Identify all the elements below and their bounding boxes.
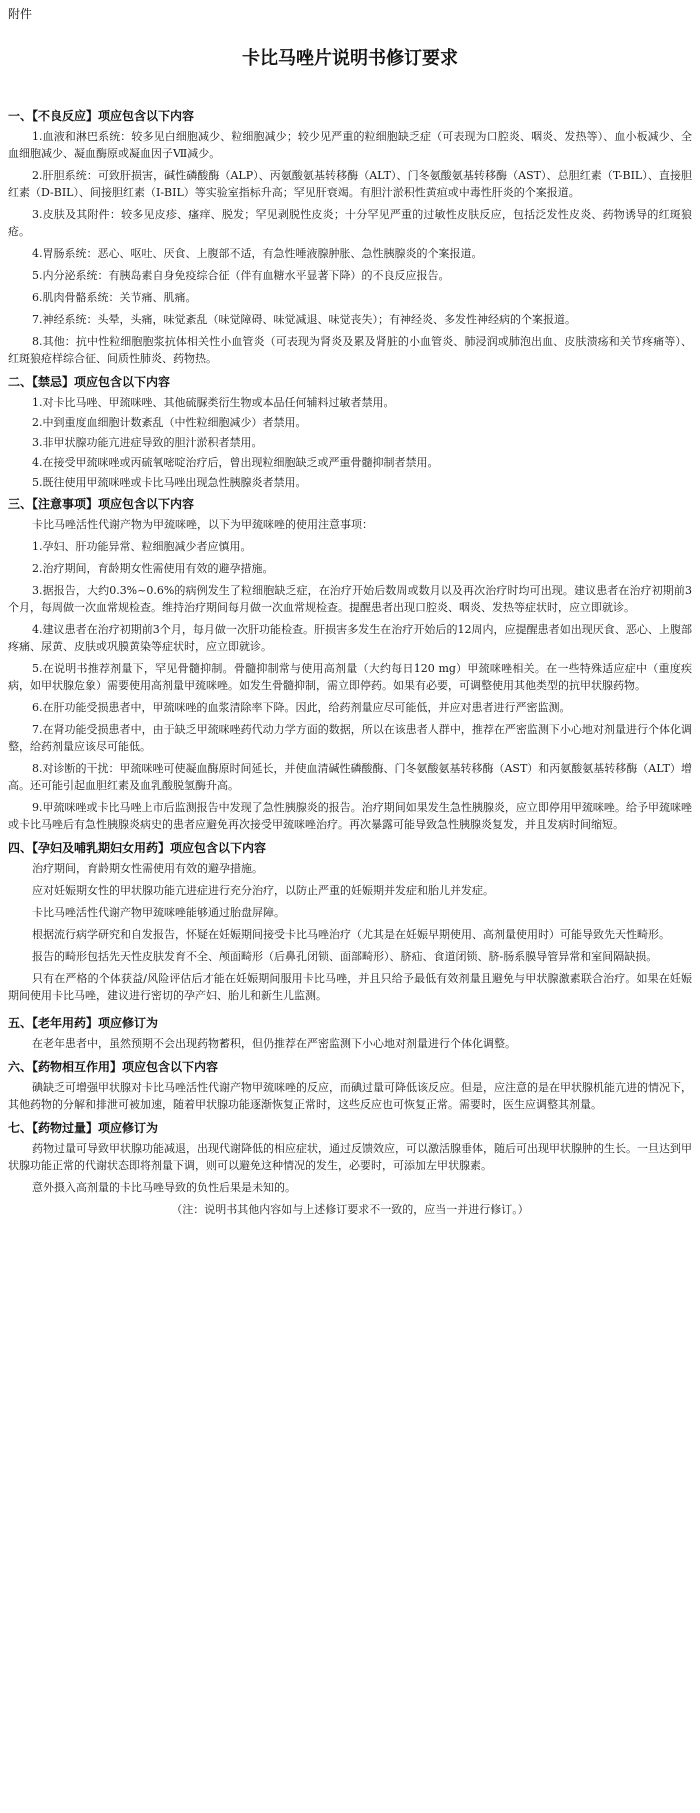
revision-note: （注：说明书其他内容如与上述修订要求不一致的，应当一并进行修订。） [171,1203,529,1216]
section-paragraph: 意外摄入高剂量的卡比马唑导致的负性后果是未知的。 [32,1181,296,1194]
section-paragraph: 2.中到重度血细胞计数紊乱（中性粒细胞减少）者禁用。 [32,416,307,429]
section-paragraph: 5.内分泌系统：有胰岛素自身免疫综合征（伴有血糖水平显著下降）的不良反应报告。 [32,269,450,282]
section-paragraph: 9.甲巯咪唑或卡比马唑上市后监测报告中发现了急性胰腺炎的报告。治疗期间如果发生急性胰腺炎，应立即停用甲巯咪唑。给予甲巯咪唑或卡比马唑后有急性胰腺炎病史的患者应避免再次接受甲巯咪唑治疗。再次暴露可能导致急性胰腺炎复发，并且发病时间缩短。 [8,801,692,831]
section-paragraph: 7.在肾功能受损患者中，由于缺乏甲巯咪唑药代动力学方面的数据，所以在该患者人群中，推荐在严密监测下小心地对剂量进行个体化调整，给药剂量应该尽可能低。 [8,723,692,753]
section-paragraph: 只有在严格的个体获益/风险评估后才能在妊娠期间服用卡比马唑，并且只给予最低有效剂量且避免与甲状腺激素联合治疗。如果在妊娠期间使用卡比马唑，建议进行密切的孕产妇、胎儿和新生儿监测。 [8,972,692,1002]
section-paragraph: 7.神经系统：头晕，头痛，味觉紊乱（味觉障碍、味觉减退、味觉丧失）；有神经炎、多发性神经病的个案报道。 [32,313,576,326]
section-paragraph: 6.肌肉骨骼系统：关节痛、肌痛。 [32,291,197,304]
section-paragraph: 1.对卡比马唑、甲巯咪唑、其他硫脲类衍生物或本品任何辅料过敏者禁用。 [32,396,395,409]
section-paragraph: 5.既往使用甲巯咪唑或卡比马唑出现急性胰腺炎者禁用。 [32,476,307,489]
section-paragraph: 治疗期间，育龄期女性需使用有效的避孕措施。 [32,862,263,875]
section-paragraph: 卡比马唑活性代谢产物甲巯咪唑能够通过胎盘屏障。 [32,906,285,919]
section-paragraph: 4.胃肠系统：恶心、呕吐、厌食、上腹部不适，有急性唾液腺肿胀、急性胰腺炎的个案报道。 [32,247,483,260]
section-paragraph: 4.在接受甲巯咪唑或丙硫氧嘧啶治疗后，曾出现粒细胞缺乏或严重骨髓抑制者禁用。 [32,456,439,469]
section-pregnancy [8,838,692,1004]
section-paragraph: 应对妊娠期女性的甲状腺功能亢进症进行充分治疗，以防止严重的妊娠期并发症和胎儿并发症。 [32,884,494,897]
section-heading: 一、【不良反应】项应包含以下内容 [8,109,195,123]
section-paragraph: 2.治疗期间，育龄期女性需使用有效的避孕措施。 [32,562,274,575]
section-geriatric-use [8,1013,692,1052]
section-heading: 五、【老年用药】项应修订为 [8,1016,159,1030]
section-paragraph: 8.对诊断的干扰：甲巯咪唑可使凝血酶原时间延长，并使血清碱性磷酸酶、门冬氨酸氨基转移酶（AST）和丙氨酸氨基转移酶（ALT）增高。还可能引起血胆红素及血乳酸脱氢酶升高。 [8,762,692,792]
section-paragraph: 4.建议患者在治疗初期前3个月，每月做一次肝功能检查。肝损害多发生在治疗开始后的12周内，应提醒患者如出现厌食、恶心、上腹部疼痛、尿黄、皮肤或巩膜黄染等症状时，应立即就诊。 [8,623,692,653]
section-paragraph: 药物过量可导致甲状腺功能减退，出现代谢降低的相应症状，通过反馈效应，可以激活腺垂体，随后可出现甲状腺肿的生长。一旦达到甲状腺功能正常的代谢状态即将剂量下调，则可以避免这种情况的发生，必要时，可添加左甲状腺素。 [8,1142,692,1172]
section-heading: 二、【禁忌】项应包含以下内容 [8,375,171,389]
section-paragraph: 1.血液和淋巴系统：较多见白细胞减少、粒细胞减少；较少见严重的粒细胞缺乏症（可表现为口腔炎、咽炎、发热等）、血小板减少、全血细胞减少、凝血酶原或凝血因子Ⅶ减少。 [8,130,692,160]
section-heading: 六、【药物相互作用】项应包含以下内容 [8,1060,219,1074]
section-heading: 三、【注意事项】项应包含以下内容 [8,497,195,511]
section-paragraph: 5.在说明书推荐剂量下，罕见骨髓抑制。骨髓抑制常与使用高剂量（大约每日120 mg）甲巯咪唑相关。在一些特殊适应症中（重度疾病，如甲状腺危象）需要使用高剂量甲巯咪唑。如发生骨髓抑制，需立即停药。如果有必要，可调整使用其他类型的抗甲状腺药物。 [8,662,692,692]
section-paragraph: 卡比马唑活性代谢产物为甲巯咪唑，以下为甲巯咪唑的使用注意事项： [32,518,373,531]
section-paragraph: 1.孕妇、肝功能异常、粒细胞减少者应慎用。 [32,540,252,553]
section-paragraph: 3.非甲状腺功能亢进症导致的胆汁淤积者禁用。 [32,436,263,449]
section-overdose [8,1118,692,1196]
section-paragraph: 6.在肝功能受损患者中，甲巯咪唑的血浆清除率下降。因此，给药剂量应尽可能低，并应对患者进行严密监测。 [32,701,571,714]
section-paragraph: 碘缺乏可增强甲状腺对卡比马唑活性代谢产物甲巯咪唑的反应，而碘过量可降低该反应。但是，应注意的是在甲状腺机能亢进的情况下，其他药物的分解和排泄可被加速，随着甲状腺功能逐渐恢复正常时，这些反应也可恢复正常。需要时，医生应调整其剂量。 [8,1081,692,1111]
section-drug-interactions [8,1057,692,1113]
attachment-label: 附件 [8,7,33,21]
section-paragraph: 根据流行病学研究和自发报告，怀疑在妊娠期间接受卡比马唑治疗（尤其是在妊娠早期使用、高剂量使用时）可能导致先天性畸形。 [32,928,670,941]
section-contraindications [8,372,692,491]
section-adverse-reactions [8,106,692,367]
section-paragraph: 8.其他：抗中性粒细胞胞浆抗体相关性小血管炎（可表现为肾炎及累及肾脏的小血管炎、肺浸润或肺泡出血、皮肤溃疡和关节疼痛等）、红斑狼疮样综合征、间质性肺炎、药物热。 [8,335,692,365]
section-paragraph: 3.据报告，大约0.3%~0.6%的病例发生了粒细胞缺乏症，在治疗开始后数周或数月以及再次治疗时均可出现。建议患者在治疗初期前3个月，每周做一次血常规检查。维持治疗期间每月做一次血常规检查。提醒患者出现口腔炎、咽炎、发热等症状时，应立即就诊。 [8,584,692,614]
page-title: 卡比马唑片说明书修订要求 [242,48,458,69]
section-heading: 四、【孕妇及哺乳期妇女用药】项应包含以下内容 [8,841,267,855]
section-paragraph: 2.肝胆系统：可致肝损害，碱性磷酸酶（ALP）、丙氨酸氨基转移酶（ALT）、门冬氨酸氨基转移酶（AST）、总胆红素（T-BIL）、直接胆红素（D-BIL）、间接胆红素（I-BIL）等实验室指标升高；罕见肝衰竭。有胆汁淤积性黄疸或中毒性肝炎的个案报道。 [8,169,692,199]
section-paragraph: 在老年患者中，虽然预期不会出现药物蓄积，但仍推荐在严密监测下小心地对剂量进行个体化调整。 [32,1037,516,1050]
section-precautions [8,494,692,833]
section-heading: 七、【药物过量】项应修订为 [8,1121,159,1135]
section-paragraph: 报告的畸形包括先天性皮肤发育不全、颅面畸形（后鼻孔闭锁、面部畸形）、脐疝、食道闭锁、脐-肠系膜导管异常和室间隔缺损。 [32,950,658,963]
section-paragraph: 3.皮肤及其附件：较多见皮疹、瘙痒、脱发；罕见剥脱性皮炎；十分罕见严重的过敏性皮肤反应，包括泛发性皮炎、药物诱导的红斑狼疮。 [8,208,692,238]
